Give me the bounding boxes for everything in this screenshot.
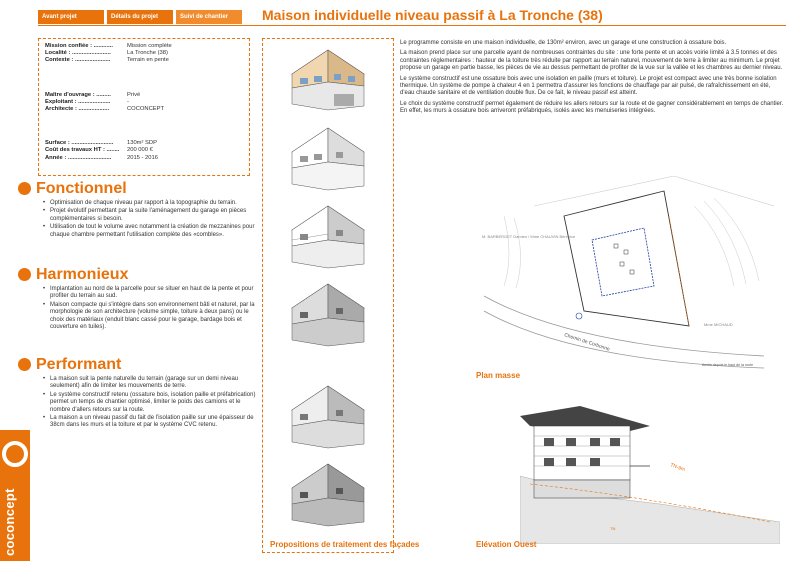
section-performant <box>18 356 258 431</box>
info-key: Exploitant : .................... <box>45 98 111 105</box>
brand-name: coconcept <box>2 488 17 556</box>
info-row <box>45 140 243 147</box>
info-row <box>45 57 243 64</box>
info-row <box>45 92 243 99</box>
info-key: Contexte : ...................... <box>45 57 111 64</box>
brand-logo-icon <box>2 441 28 467</box>
info-key: Mission confiée : ............ <box>45 43 113 49</box>
info-row <box>45 147 243 154</box>
info-row <box>45 99 243 106</box>
info-value: 200 000 € <box>127 147 153 154</box>
section-harmonieux <box>18 266 258 332</box>
info-row <box>45 106 243 113</box>
caption-plan: Plan masse <box>476 371 521 380</box>
plan-neighbor-2: Mme MICHAUD <box>704 322 733 327</box>
site-plan-drawing <box>474 176 774 372</box>
info-key: Maître d'ouvrage : ......... <box>45 91 111 98</box>
tab-suivi-chantier[interactable]: Suivi de chantier <box>176 10 242 24</box>
facade-drawing <box>272 380 384 452</box>
info-value: Terrain en pente <box>127 57 169 64</box>
info-key: Année : ........................... <box>45 154 112 161</box>
list-item: • Utilisation de tout le volume avec notamment la création de mezzanines pour chaque chambre permettant l'utilisation complète des «combles». <box>50 224 258 239</box>
info-key: Architecte : ................... <box>45 106 110 113</box>
info-value: La Tronche (38) <box>127 50 168 57</box>
section-title: Harmonieux <box>18 266 258 284</box>
facade-drawing <box>272 278 384 350</box>
list-item: • Implantation au nord de la parcelle pour se situer en haut de la pente et pour profiter du terrain au sud. <box>50 286 258 301</box>
info-value: - <box>127 98 129 105</box>
info-row <box>45 43 243 50</box>
list-item: • La maison suit la pente naturelle du terrain (garage sur un demi niveau seulement) afin de limiter les mouvements de terre. <box>50 376 258 391</box>
header-divider <box>38 25 786 26</box>
elevation-tn-label: TN <box>610 526 616 531</box>
list-item: • Optimisation de chaque niveau par rapport à la topographie du terrain. <box>50 200 258 207</box>
description-paragraph: Le choix du système constructif permet également de réduire les allers retours sur la route et de gagner considérablement en temps de chantier. En effet, les murs à ossature bois arriveront préfabriqués, isolés avec les menuiseries intégrées. <box>400 100 784 115</box>
info-row <box>45 50 243 57</box>
project-description <box>400 40 786 119</box>
header-tabs <box>38 10 245 24</box>
elevation-line-label: TN-9m <box>669 462 686 474</box>
caption-elevation: Elévation Ouest <box>476 540 537 549</box>
description-paragraph: Le système constructif est une ossature bois avec une isolation en paille (murs et toiture). Le projet est compact avec une très bonne isolation thermique. Un système de pompe à chaleur 4 en 1 permettra d'assurer les fonctions de chauffage par air pulsé, de rafraîchissement en été, d'eau chaude sanitaire et de ventilation double flux. De ce fait, le niveau passif est atteint. <box>400 75 777 97</box>
plan-neighbor-1: M. BARBERGET Damien / Mme CHAUVIN Bérénice <box>482 234 576 239</box>
info-value: Mission complète <box>127 43 172 49</box>
info-key: Coût des travaux HT : ........ <box>45 147 120 154</box>
info-value: 130m² SDP <box>127 140 157 147</box>
elevation-drawing <box>520 406 780 544</box>
section-title: Fonctionnel <box>18 180 258 198</box>
info-row <box>45 155 243 162</box>
info-key: Surface : .......................... <box>45 140 114 147</box>
caption-facades: Propositions de traitement des façades <box>270 540 420 549</box>
facade-drawing <box>272 458 384 530</box>
list-item: • Maison compacte qui s'intègre dans son environnement bâti et naturel, par la morphologie de son architecture (volume simple, toiture à deux pans) ou le choix des matériaux (enduit blanc cassé pour le garage, bardage bois et couverture en tuiles). <box>50 302 258 332</box>
project-info-box <box>38 38 250 176</box>
list-item: • Projet évolutif permettant par la suite l'aménagement du garage en pièces complémentaires si besoin. <box>50 208 258 223</box>
facade-drawing <box>272 200 384 272</box>
info-key: Localité : ........................ <box>45 50 111 57</box>
plan-access-label: Accès depuis le haut de la route <box>702 363 754 367</box>
description-paragraph: La maison prend place sur une parcelle ayant de nombreuses contraintes du site : une forte pente et un accès voirie limité à 3.5 tonnes et des contraintes réglementaires : hauteur de la toiture très réduite par rapport au terrain naturel, mouvement de terre à limiter au minimum. Le projet propose un garage en partie basse, les pièces de vie au dessus permettant de profiter de la vue sur la vallée et les chambres au dernier niveau. <box>400 50 783 72</box>
plan-road-label: Chemin de Corbonne <box>563 332 611 353</box>
info-value: Privé <box>127 91 141 98</box>
section-fonctionnel <box>18 180 258 240</box>
tab-avant-projet[interactable]: Avant projet <box>38 10 104 24</box>
page-title: Maison individuelle niveau passif à La Tronche (38) <box>262 7 603 23</box>
description-paragraph: Le programme consiste en une maison individuelle, de 130m² environ, avec un garage et une construction à ossature bois. <box>400 40 727 46</box>
tab-details-projet[interactable]: Détails du projet <box>107 10 173 24</box>
list-item: • La maison a un niveau passif du fait de l'isolation paille sur une épaisseur de 38cm dans les murs et la toiture et par le système CVC retenu. <box>50 415 258 430</box>
facade-drawing <box>272 122 384 194</box>
info-value: COCONCEPT <box>127 106 165 113</box>
section-title: Performant <box>18 356 258 374</box>
info-value: 2015 - 2016 <box>127 154 158 161</box>
facade-drawing <box>272 44 384 116</box>
list-item: • Le système constructif retenu (ossature bois, isolation paille et préfabrication) permet un temps de chantier optimisé, limiter le poids des camions et le nombre d'allers retours sur la route. <box>50 392 258 414</box>
